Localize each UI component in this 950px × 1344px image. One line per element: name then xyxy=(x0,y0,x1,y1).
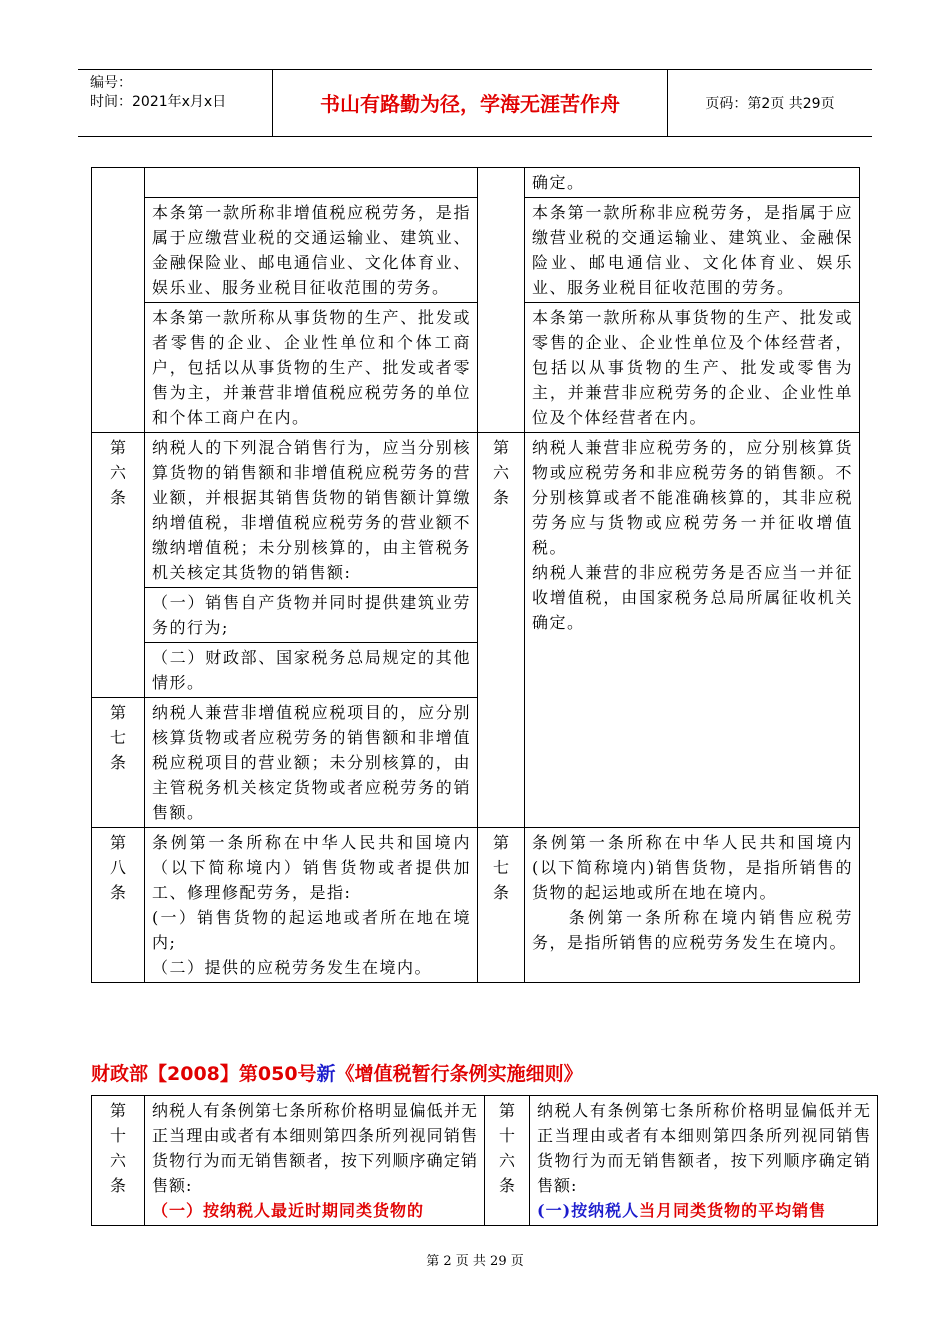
table-row xyxy=(92,1096,878,1226)
table-row xyxy=(92,828,860,983)
table-cell xyxy=(145,303,478,433)
page-header xyxy=(78,69,872,137)
table-cell xyxy=(525,433,860,828)
header-meta-cell xyxy=(78,70,273,136)
article-6-text-left: 纳税人的下列混合销售行为，应当分别核算货物的销售额和非增值税应税劳务的营业额，并根据其销售货物的销售额计算缴纳增值税，非增值税应税劳务的营业额不缴纳增值税；未分别核算的，由主管税务机关核定其货物的销售额: xyxy=(152,438,471,582)
article-7-label-left: 第七条 xyxy=(110,703,128,772)
document-date-label: 时间：2021年x月x日 xyxy=(90,94,227,110)
table-cell xyxy=(145,1096,485,1226)
article-6-item-1: （一）销售自产货物并同时提供建筑业劳务的行为; xyxy=(152,593,471,637)
document-number-label: 编号： xyxy=(90,75,132,91)
table-cell xyxy=(145,198,478,303)
article-label-cell xyxy=(92,828,145,983)
enterprise-definition-right: 本条第一款所称从事货物的生产、批发或零售的企业、企业性单位及个体经营者，包括以从事货物的生产、批发或零售为主，并兼营非应税劳务的企业、企业性单位及个体经营者在内。 xyxy=(532,308,853,427)
article-8-item-2: （二）提供的应税劳务发生在境内。 xyxy=(152,958,433,977)
article-8-text-left: 条例第一条所称在中华人民共和国境内（以下简称境内）销售货物或者提供加工、修理修配劳务，是指: xyxy=(152,833,471,902)
article-label-cell xyxy=(478,433,525,828)
table-row xyxy=(92,303,860,433)
article-label-cell xyxy=(92,433,145,698)
table-cell xyxy=(525,198,860,303)
non-vat-labor-definition-right: 本条第一款所称非应税劳务，是指属于应缴营业税的交通运输业、建筑业、金融保险业、邮电通信业、文化体育业、娱乐业、服务业税目征收范围的劳务。 xyxy=(532,203,853,297)
comparison-table-regulations xyxy=(91,167,860,983)
article-6-text-right: 纳税人兼营非应税劳务的，应分别核算货物或应税劳务和非应税劳务的销售额。不分别核算或者不能准确核算的，其非应税劳务应与货物或应税劳务一并征收增值税。 xyxy=(532,438,853,557)
table-cell xyxy=(525,303,860,433)
article-16-item-1-right-highlight: 当月同类货物的平均销售 xyxy=(639,1201,827,1220)
article-16-text-left: 纳税人有条例第七条所称价格明显偏低并无正当理由或者有本细则第四条所列视同销售货物行为而无销售额者，按下列顺序确定销售额: xyxy=(152,1101,478,1195)
article-7-text-right: 条例第一条所称在中华人民共和国境内(以下简称境内)销售货物，是指所销售的货物的起运地或所在地在境内。 xyxy=(532,833,853,902)
header-motto: 书山有路勤为径，学海无涯苦作舟 xyxy=(320,92,620,116)
article-6-label-right: 第六条 xyxy=(493,438,511,507)
article-6-label-left: 第六条 xyxy=(110,438,128,507)
article-6-item-2: （二）财政部、国家税务总局规定的其他情形。 xyxy=(152,648,471,692)
table-cell xyxy=(145,643,478,698)
table-row xyxy=(92,168,860,198)
article-label-cell xyxy=(92,168,145,433)
article-16-item-1-left: （一）按纳税人最近时期同类货物的 xyxy=(152,1201,425,1220)
header-page-label: 页码：第2页 共29页 xyxy=(705,96,835,112)
article-7-note-right: 条例第一条所称在境内销售应税劳务，是指所销售的应税劳务发生在境内。 xyxy=(532,908,853,952)
section-title xyxy=(91,1060,583,1088)
article-16-text-right: 纳税人有条例第七条所称价格明显偏低并无正当理由或者有本细则第四条所列视同销售货物行为而无销售额者，按下列顺序确定销售额: xyxy=(537,1101,871,1195)
table-cell xyxy=(525,828,860,983)
table-cell xyxy=(145,828,478,983)
section-title-doc-name: 《增值税暂行条例实施细则》 xyxy=(335,1063,583,1085)
header-page-cell xyxy=(668,70,872,136)
article-16-label-left: 第十六条 xyxy=(110,1101,128,1195)
article-label-cell xyxy=(478,168,525,433)
table-row xyxy=(92,433,860,588)
continuation-text: 确定。 xyxy=(532,173,585,192)
article-8-label-left: 第八条 xyxy=(110,833,128,902)
article-16-item-1-right xyxy=(530,1198,877,1225)
article-16-label-right: 第十六条 xyxy=(499,1101,517,1195)
article-7-text-left: 纳税人兼营非增值税应税项目的，应分别核算货物或者应税劳务的销售额和非增值税应税项目的营业额；未分别核算的，由主管税务机关核定货物或者应税劳务的销售额。 xyxy=(152,703,471,822)
table-cell xyxy=(145,433,478,588)
table-cell xyxy=(145,168,478,198)
table-cell xyxy=(145,698,478,828)
article-7-label-right: 第七条 xyxy=(493,833,511,902)
article-label-cell xyxy=(92,698,145,828)
article-16-item-1-right-prefix: (一)按纳税人 xyxy=(537,1201,640,1220)
header-motto-cell xyxy=(273,70,668,136)
article-8-item-1: (一）销售货物的起运地或者所在地在境内; xyxy=(152,908,471,952)
non-vat-labor-definition-left: 本条第一款所称非增值税应税劳务，是指属于应缴营业税的交通运输业、建筑业、金融保险业、邮电通信业、文化体育业、娱乐业、服务业税目征收范围的劳务。 xyxy=(152,203,471,297)
article-label-cell xyxy=(92,1096,145,1226)
page-footer: 第 2 页 共 29 页 xyxy=(426,1254,524,1269)
comparison-table-implementation-rules xyxy=(91,1095,878,1226)
article-6-note-right: 纳税人兼营的非应税劳务是否应当一并征收增值税，由国家税务总局所属征收机关确定。 xyxy=(532,563,853,632)
section-title-doc-number: 财政部【2008】第050号 xyxy=(91,1063,317,1085)
table-row xyxy=(92,198,860,303)
table-cell xyxy=(145,588,478,643)
table-cell xyxy=(530,1096,878,1226)
article-label-cell xyxy=(485,1096,530,1226)
article-label-cell xyxy=(478,828,525,983)
enterprise-definition-left: 本条第一款所称从事货物的生产、批发或者零售的企业、企业性单位和个体工商户，包括以从事货物的生产、批发或者零售为主，并兼营非增值税应税劳务的单位和个体工商户在内。 xyxy=(152,308,471,427)
section-title-new-tag: 新 xyxy=(316,1063,336,1085)
table-cell xyxy=(525,168,860,198)
